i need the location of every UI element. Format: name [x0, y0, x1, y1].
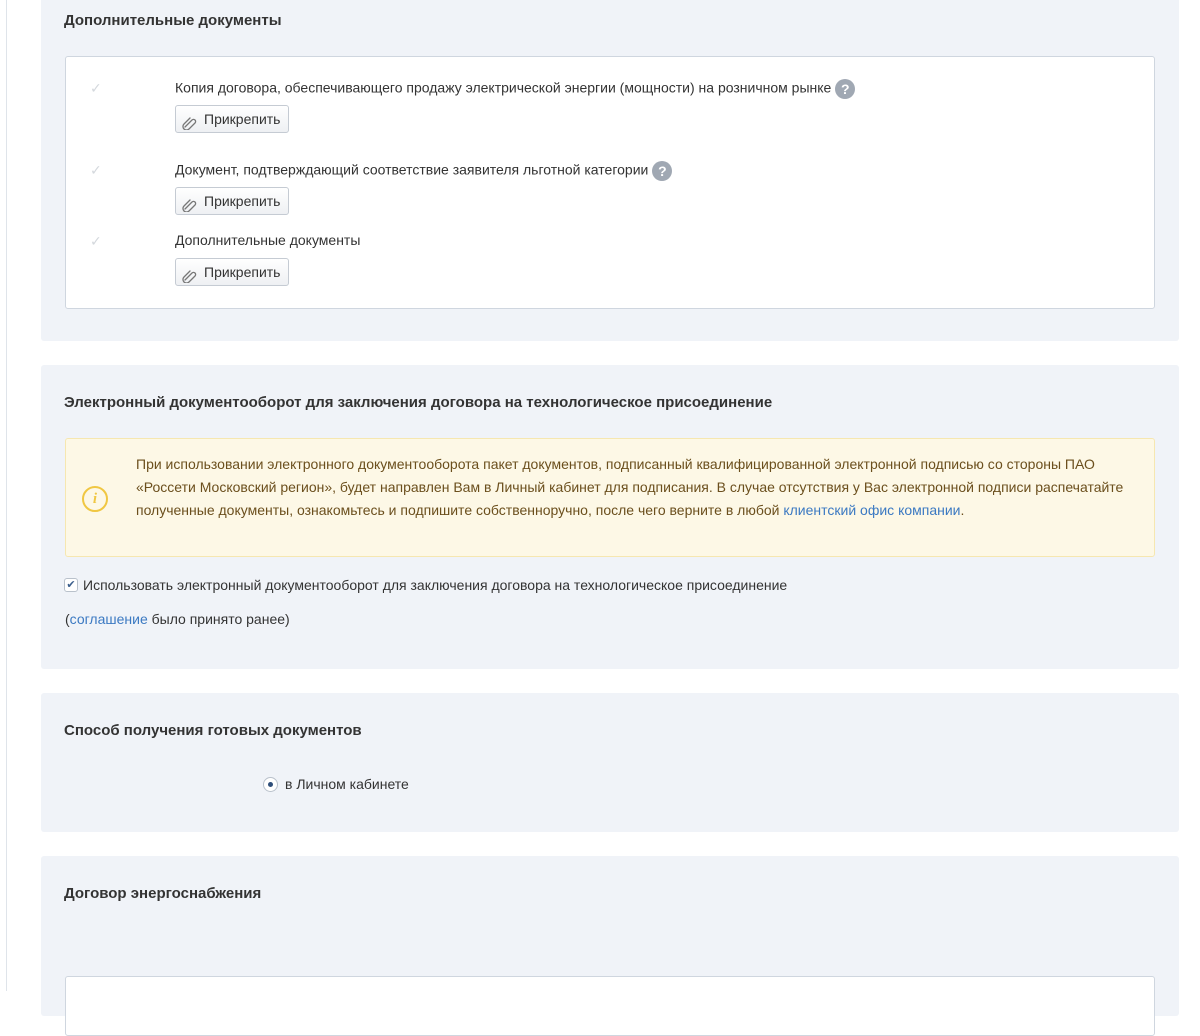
energy-contract-panel	[41, 856, 1179, 1016]
paperclip-icon	[182, 194, 198, 208]
info-notice	[65, 438, 1155, 557]
attach-button-label: Прикрепить	[204, 111, 281, 127]
section-title: Электронный документооборот для заключения договора на технологическое присоединение	[64, 394, 773, 411]
section-title: Способ получения готовых документов	[64, 722, 362, 739]
radio-option-cabinet[interactable]	[263, 776, 409, 792]
radio-button[interactable]	[263, 777, 278, 792]
question-icon[interactable]: ?	[652, 161, 672, 181]
question-icon[interactable]: ?	[835, 79, 855, 99]
documents-list	[65, 56, 1155, 309]
attach-button-label: Прикрепить	[204, 264, 281, 280]
paperclip-icon	[182, 265, 198, 279]
document-label: Дополнительные документы	[175, 232, 361, 248]
attach-button[interactable]	[175, 187, 289, 215]
agreement-link[interactable]: соглашение	[69, 611, 148, 627]
section-title: Дополнительные документы	[64, 12, 282, 29]
receive-method-panel	[41, 693, 1179, 832]
checkmark-icon: ✓	[90, 80, 102, 96]
client-office-link[interactable]: клиентский офис компании	[783, 502, 961, 518]
edo-checkbox[interactable]: ✔	[64, 578, 78, 592]
attach-button[interactable]	[175, 105, 289, 133]
edo-checkbox-label: Использовать электронный документооборот для заключения договора на технологическое присоединение	[83, 577, 788, 593]
contract-content-box	[65, 976, 1155, 1036]
additional-documents-panel	[41, 0, 1179, 341]
info-icon: i	[82, 486, 108, 512]
attach-button-label: Прикрепить	[204, 193, 281, 209]
section-title: Договор энергоснабжения	[64, 885, 262, 902]
paperclip-icon	[182, 112, 198, 126]
left-border	[6, 0, 7, 991]
checkmark-icon: ✓	[90, 162, 102, 178]
checkmark-icon: ✓	[90, 233, 102, 249]
radio-label: в Личном кабинете	[285, 776, 409, 792]
attach-button[interactable]	[175, 258, 289, 286]
agreement-note: (соглашение было принято ранее)	[65, 611, 290, 627]
notice-text: При использовании электронного документооборота пакет документов, подписанный квалифицированной электронной подписью со стороны ПАО «Россети Московский регион», будет направлен Вам в Личный кабинет для подписания. В случае отсутствия у Вас электронной подписи распечатайте полученные документы, ознакомьтесь и подпишите собственноручно, после чего верните в любой клиентский офис компании.	[136, 456, 1124, 518]
document-label: Копия договора, обеспечивающего продажу электрической энергии (мощности) на розничном рынке	[175, 79, 832, 96]
edo-panel	[41, 365, 1179, 669]
document-label: Документ, подтверждающий соответствие заявителя льготной категории	[175, 161, 649, 178]
edo-checkbox-row[interactable]	[64, 577, 787, 593]
